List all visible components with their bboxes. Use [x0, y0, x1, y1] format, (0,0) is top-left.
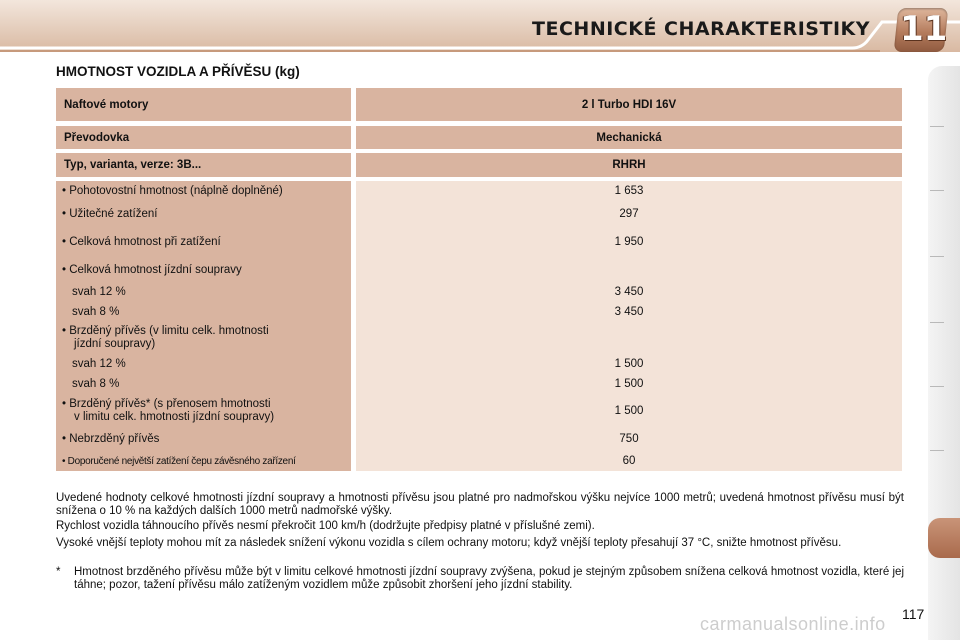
table-header-value: Mechanická [356, 126, 902, 149]
table-row-label: svah 12 % [72, 286, 126, 298]
paragraph-footnote: Hmotnost brzděného přívěsu může být v limitu celkové hmotnosti jízdní soupravy zvýšena, pokud je stejným způsobem snížena celková hmotnost vozidla, které jej táhne; pozor, tažení přívěsu málo zatíženým vozidlem může způsobit zhoršení jeho jízdní stability. [74, 566, 904, 591]
table-header-label: Naftové motory [56, 88, 351, 121]
table-row-label: • Celková hmotnost jízdní soupravy [62, 264, 242, 276]
chapter-number: 11 [900, 9, 948, 49]
table-row-value: 1 500 [614, 378, 644, 390]
page-number: 117 [902, 606, 925, 622]
rail-divider [930, 450, 944, 451]
table-row-label: svah 8 % [72, 378, 120, 390]
table-row-value: 750 [619, 433, 639, 445]
section-title: HMOTNOST VOZIDLA A PŘÍVĚSU (kg) [56, 64, 300, 79]
table-row-label: svah 12 % [72, 358, 126, 370]
table-row-label: • Brzděný přívěs* (s přenosem hmotnosti [62, 398, 271, 410]
table-row-label: • Doporučené největší zatížení čepu závěsného zařízení [62, 456, 296, 467]
rail-divider [930, 322, 944, 323]
rail-divider [930, 386, 944, 387]
table-value-column [356, 181, 902, 471]
table-row-label: • Užitečné zatížení [62, 208, 158, 220]
rail-divider [930, 190, 944, 191]
watermark: carmanualsonline.info [700, 614, 886, 634]
table-header-value: 2 l Turbo HDI 16V [356, 88, 902, 121]
table-row-value: 60 [622, 455, 636, 467]
paragraph-speed: Rychlost vozidla táhnoucího přívěs nesmí překročit 100 km/h (dodržujte předpisy platné v příslušné zemi). [56, 520, 595, 532]
table-row-label: • Pohotovostní hmotnost (náplně doplněné) [62, 185, 283, 197]
chapter-tab-active[interactable] [928, 518, 960, 558]
table-header-label: Typ, varianta, verze: 3B... [56, 153, 351, 177]
paragraph-altitude: Uvedené hodnoty celkové hmotnosti jízdní soupravy a hmotnosti přívěsu jsou platné pro nadmořskou výšku nejvíce 1000 metrů; uvedená hmotnost přívěsu musí být snížena o 10 % na každých dalších 1000 metrů nadmořské výšky. [56, 492, 904, 517]
rail-divider [930, 256, 944, 257]
table-row-label: • Celková hmotnost při zatížení [62, 236, 221, 248]
table-row-label: • Nebrzděný přívěs [62, 433, 160, 445]
table-row-label: svah 8 % [72, 306, 120, 318]
chapter-title: TECHNICKÉ CHARAKTERISTIKY [532, 18, 870, 40]
table-header-label: Převodovka [56, 126, 351, 149]
table-row-value: 1 653 [614, 185, 644, 197]
footnote-marker: * [56, 566, 61, 578]
table-row-value: 1 500 [614, 358, 644, 370]
table-row-value: 1 950 [614, 236, 644, 248]
table-row-label: • Brzděný přívěs (v limitu celk. hmotnosti [62, 325, 269, 337]
table-row-value: 3 450 [614, 286, 644, 298]
table-row-label-cont: v limitu celk. hmotnosti jízdní soupravy) [74, 411, 275, 423]
table-row-label-cont: jízdní soupravy) [74, 338, 156, 350]
table-header-value: RHRH [356, 153, 902, 177]
rail-divider [930, 126, 944, 127]
table-row-value: 1 500 [614, 405, 644, 417]
paragraph-temperature: Vysoké vnější teploty mohou mít za následek snížení výkonu vozidla s cílem ochrany motoru; když vnější teploty přesahují 37 °C, snižte hmotnost přívěsu. [56, 537, 842, 549]
table-row-value: 297 [619, 208, 639, 220]
table-row-value: 3 450 [614, 306, 644, 318]
